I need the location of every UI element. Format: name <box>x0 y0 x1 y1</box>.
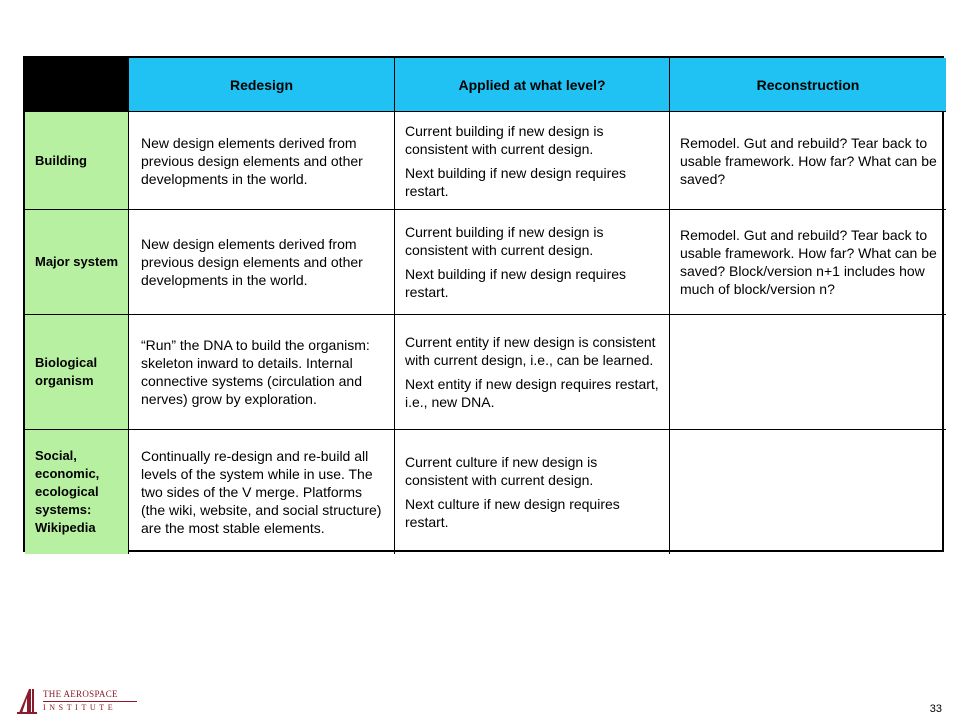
table-cell-redesign <box>129 315 395 430</box>
table-corner-cell <box>25 58 129 112</box>
table-cell-redesign <box>129 210 395 315</box>
row-label: Social, economic, ecological systems: Wikipedia <box>35 448 100 535</box>
cell-text: New design elements derived from previous design elements and other developments in the world. <box>141 236 363 288</box>
logo-text-line1: THE AEROSPACE <box>43 689 118 699</box>
table-cell-redesign <box>129 112 395 210</box>
cell-text: Current building if new design is consistent with current design. <box>405 224 604 258</box>
table-cell-level <box>395 210 670 315</box>
table-cell-level <box>395 315 670 430</box>
row-label: Major system <box>35 254 119 269</box>
table-cell-level <box>395 430 670 554</box>
cell-text: Next building if new design requires restart. <box>405 266 627 300</box>
logo-text-line2: INSTITUTE <box>43 703 117 712</box>
cell-text: Current entity if new design is consistent with current design, i.e., can be learned. <box>405 334 656 368</box>
row-header-building <box>25 112 129 210</box>
column-header-reconstruction: Reconstruction <box>670 58 946 112</box>
cell-text: Next entity if new design requires restart, i.e., new DNA. <box>405 376 659 410</box>
cell-text: “Run” the DNA to build the organism: skeleton inward to details. Internal connective systems (circulation and nerves) grow by exploration. <box>141 337 370 407</box>
table-cell-level <box>395 112 670 210</box>
page-number: 33 <box>929 703 942 715</box>
row-label: Biological organism <box>35 355 98 388</box>
cell-text: Remodel. Gut and rebuild? Tear back to usable framework. How far? What can be saved? <box>680 134 937 187</box>
cell-text: Next building if new design requires restart. <box>405 164 627 199</box>
table-cell-redesign <box>129 430 395 554</box>
cell-text: Next culture if new design requires restart. <box>405 496 620 530</box>
row-label: Building <box>35 152 87 168</box>
comparison-table <box>23 56 944 552</box>
table-cell-reconstruction-empty <box>670 430 946 554</box>
cell-text: Remodel. Gut and rebuild? Tear back to usable framework. How far? What can be saved? Block/version n+1 includes how much of block/version n? <box>680 227 937 297</box>
row-header-social-systems <box>25 430 129 554</box>
cell-text: Current building if new design is consistent with current design. <box>405 122 604 157</box>
row-header-major-system <box>25 210 129 315</box>
table-cell-reconstruction-empty <box>670 315 946 430</box>
column-header-redesign: Redesign <box>129 58 395 112</box>
table-cell-reconstruction <box>670 112 946 210</box>
row-header-biological-organism <box>25 315 129 430</box>
logo-divider <box>43 701 137 702</box>
aerospace-institute-logo-icon <box>17 688 39 714</box>
aerospace-institute-logo <box>17 688 127 714</box>
table-cell-reconstruction <box>670 210 946 315</box>
cell-text: Current culture if new design is consistent with current design. <box>405 454 598 488</box>
cell-text: Continually re-design and re-build all levels of the system while in use. The two sides of the V merge. Platforms (the wiki, website, and social structure) are the most stable elements. <box>141 448 382 536</box>
cell-text: New design elements derived from previous design elements and other developments in the world. <box>141 134 363 187</box>
column-header-level: Applied at what level? <box>395 58 670 112</box>
